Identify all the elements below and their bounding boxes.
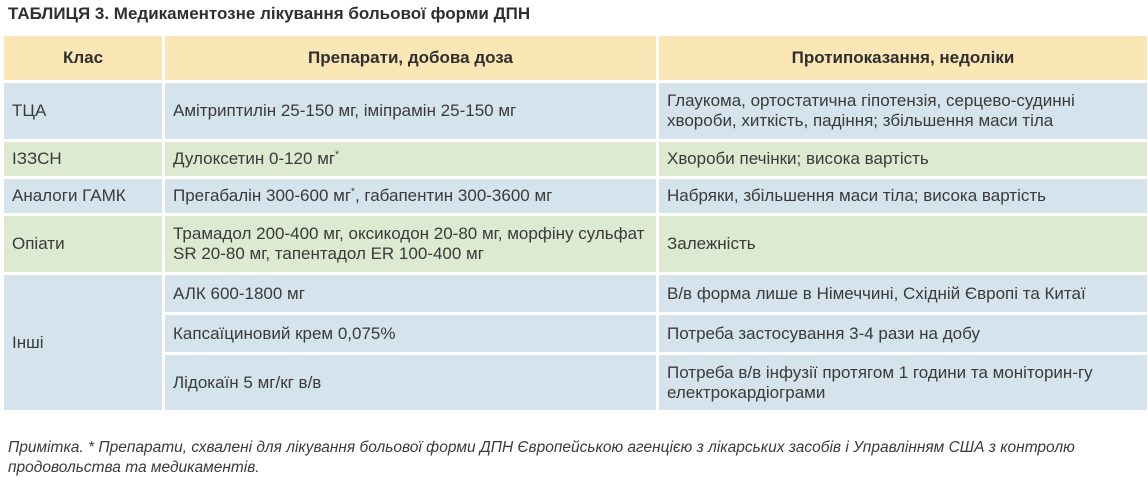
- contraindications-cell: Глаукома, ортостатична гіпотензія, серцево-судинні хвороби, хиткість, падіння; збільшення маси тіла: [659, 83, 1147, 139]
- drugs-cell: Лідокаїн 5 мг/кг в/в: [165, 355, 656, 410]
- drugs-text: , габапентин 300-3600 мг: [354, 186, 553, 205]
- table-row: [4, 315, 1147, 352]
- table-footnote: Примітка. * Препарати, схвалені для лікування больової форми ДПН Європейською агенцією з лікарських засобів і Управлінням США з контролю продовольства та медикаментів.: [8, 439, 1075, 476]
- drugs-cell: Амітриптилін 25-150 мг, іміпрамін 25-150 мг: [165, 83, 656, 139]
- class-cell: Інші: [4, 275, 162, 410]
- header-row: [4, 36, 1147, 80]
- drugs-cell: [165, 142, 656, 176]
- drugs-cell: АЛК 600-1800 мг: [165, 275, 656, 312]
- contraindications-cell: Набряки, збільшення маси тіла; висока вартість: [659, 179, 1147, 213]
- table-row: [4, 355, 1147, 410]
- table-title: ТАБЛИЦЯ 3. Медикаментозне лікування больової форми ДПН: [8, 4, 531, 23]
- class-cell: Опіати: [4, 216, 162, 272]
- approval-mark: *: [335, 149, 339, 161]
- header-contraindications: Протипоказання, недоліки: [659, 36, 1147, 80]
- table-row: [4, 83, 1147, 139]
- table-row: [4, 216, 1147, 272]
- drugs-text: Прегабалін 300-600 мг: [173, 186, 352, 205]
- drugs-text: Дулоксетин 0-120 мг: [173, 149, 336, 168]
- table-row: [4, 179, 1147, 213]
- contraindications-cell: В/в форма лише в Німеччині, Східній Європі та Китаї: [659, 275, 1147, 312]
- treatment-table: [1, 33, 1148, 413]
- drugs-cell: Капсаїциновий крем 0,075%: [165, 315, 656, 352]
- drugs-cell: [165, 179, 656, 213]
- approval-mark: *: [351, 186, 355, 198]
- contraindications-cell: Потреба застосування 3-4 рази на добу: [659, 315, 1147, 352]
- contraindications-cell: Хвороби печінки; висока вартість: [659, 142, 1147, 176]
- contraindications-cell: Залежність: [659, 216, 1147, 272]
- class-cell: ТЦА: [4, 83, 162, 139]
- table-row: [4, 142, 1147, 176]
- contraindications-cell: Потреба в/в інфузії протягом 1 години та моніторин-гу електрокардіограми: [659, 355, 1147, 410]
- header-class: Клас: [4, 36, 162, 80]
- class-cell: ІЗЗСН: [4, 142, 162, 176]
- table-row: [4, 275, 1147, 312]
- class-cell: Аналоги ГАМК: [4, 179, 162, 213]
- header-drugs: Препарати, добова доза: [165, 36, 656, 80]
- drugs-cell: Трамадол 200-400 мг, оксикодон 20-80 мг, морфіну сульфат SR 20-80 мг, тапентадол ER 100-400 мг: [165, 216, 656, 272]
